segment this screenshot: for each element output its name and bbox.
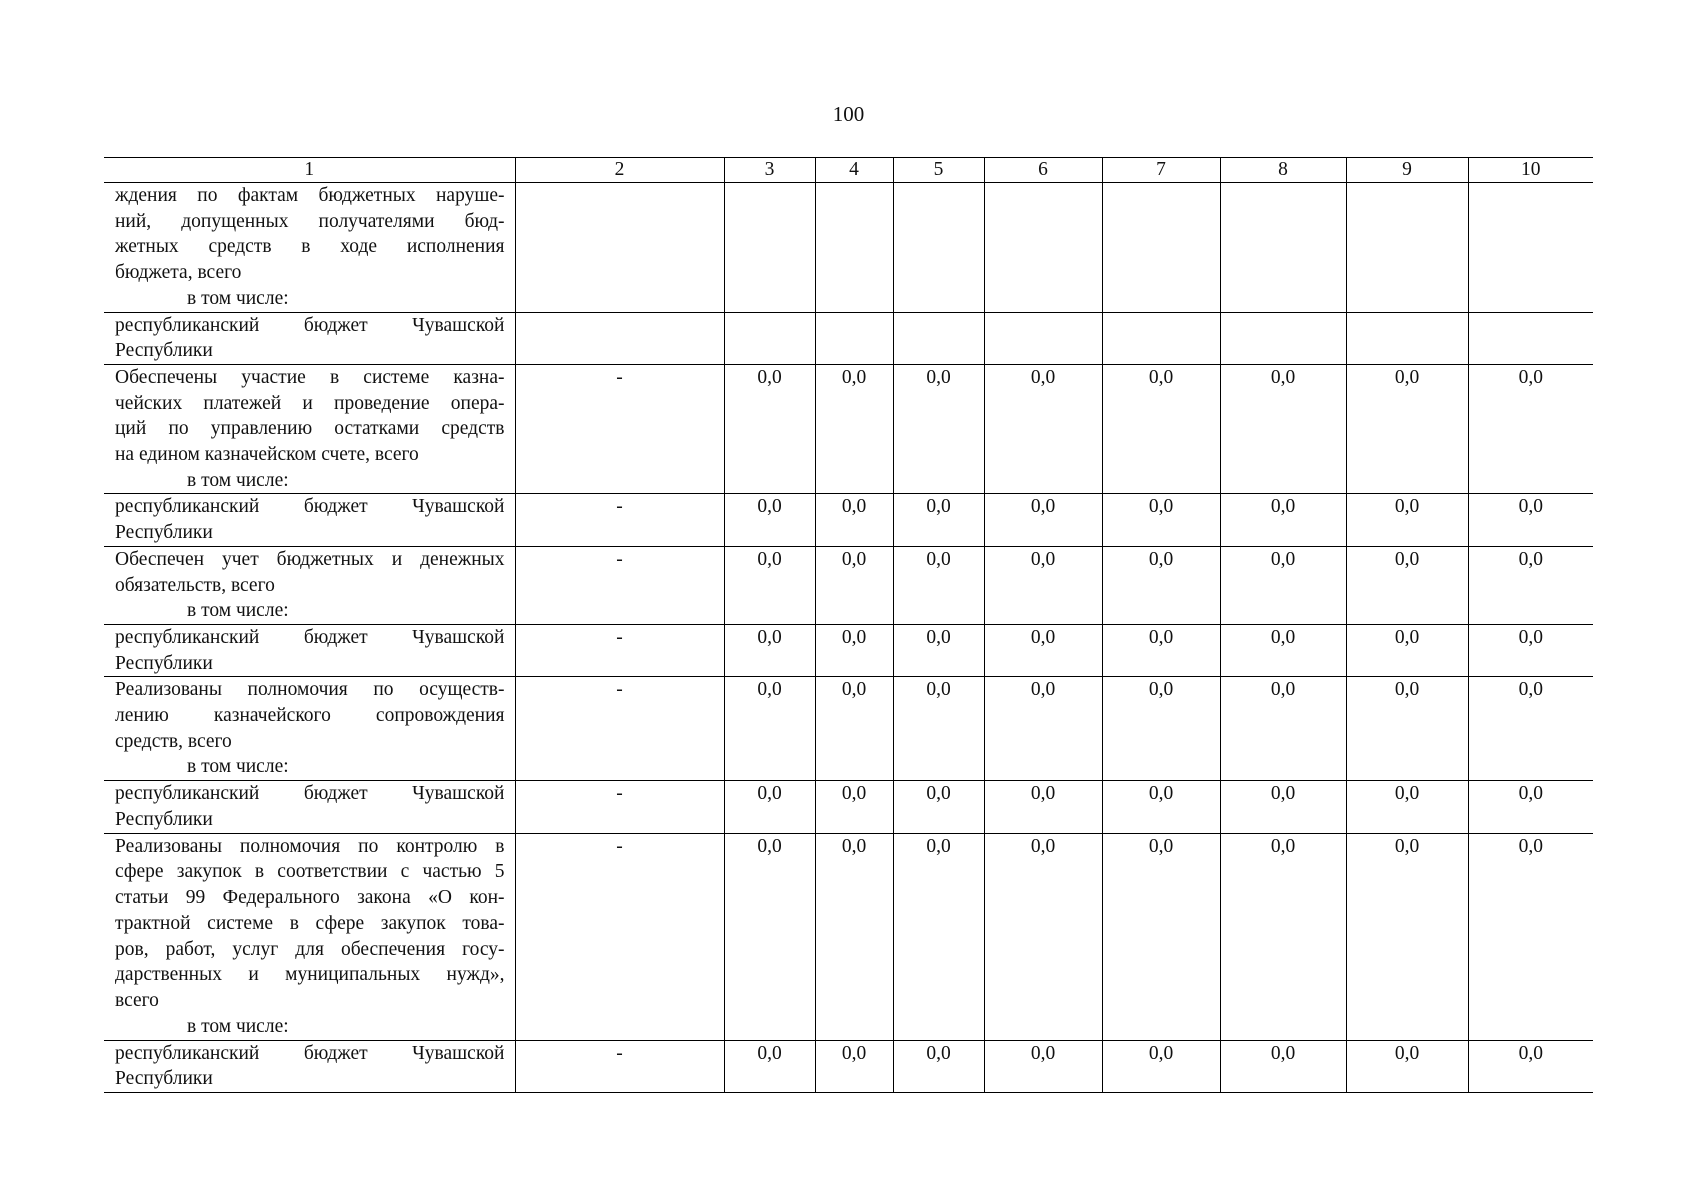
value-cell (515, 312, 724, 364)
column-header: 8 (1220, 158, 1346, 183)
description-line: Реализованы полномочия по контролю в (115, 835, 505, 857)
column-header: 1 (104, 158, 515, 183)
value-cell (984, 183, 1102, 313)
description-line: Реализованы полномочия по осуществ- (115, 679, 505, 701)
value-cell: 0,0 (724, 546, 815, 624)
column-header: 5 (893, 158, 984, 183)
value-cell: 0,0 (893, 1040, 984, 1092)
value-cell: - (515, 677, 724, 781)
table-row (104, 833, 1593, 1040)
description-line: Республики (115, 652, 213, 674)
description-line: лению казначейского сопровождения (115, 705, 505, 727)
description-line: дарственных и муниципальных нужд», (115, 964, 505, 986)
value-cell: 0,0 (724, 624, 815, 676)
value-cell: 0,0 (1468, 494, 1593, 546)
table-body (104, 158, 1593, 1093)
description-line: республиканский бюджет Чувашской (115, 626, 505, 648)
value-cell: 0,0 (815, 833, 893, 1040)
description-line: средств, всего (115, 730, 232, 752)
value-cell: 0,0 (893, 833, 984, 1040)
value-cell: - (515, 781, 724, 833)
value-cell: 0,0 (893, 781, 984, 833)
value-cell: 0,0 (893, 624, 984, 676)
value-cell: 0,0 (1346, 781, 1468, 833)
value-cell (1468, 312, 1593, 364)
column-header: 7 (1102, 158, 1220, 183)
description-line: Республики (115, 522, 213, 544)
value-cell: 0,0 (984, 624, 1102, 676)
value-cell: 0,0 (1468, 1040, 1593, 1092)
value-cell: 0,0 (893, 364, 984, 494)
column-header: 4 (815, 158, 893, 183)
column-header: 2 (515, 158, 724, 183)
value-cell (1346, 183, 1468, 313)
description-line: статьи 99 Федерального закона «О кон- (115, 887, 505, 909)
value-cell: 0,0 (1220, 364, 1346, 494)
value-cell: 0,0 (1346, 624, 1468, 676)
description-line: бюджета, всего (115, 262, 242, 284)
value-cell: 0,0 (893, 677, 984, 781)
value-cell: 0,0 (984, 833, 1102, 1040)
value-cell: 0,0 (1220, 833, 1346, 1040)
description-line: сфере закупок в соответствии с частью 5 (115, 861, 505, 883)
value-cell: 0,0 (815, 364, 893, 494)
value-cell: 0,0 (984, 364, 1102, 494)
description-line: ждения по фактам бюджетных наруше- (115, 185, 505, 206)
value-cell: 0,0 (724, 781, 815, 833)
value-cell: 0,0 (1220, 546, 1346, 624)
value-cell: 0,0 (1468, 364, 1593, 494)
value-cell: 0,0 (1220, 781, 1346, 833)
value-cell: 0,0 (724, 1040, 815, 1092)
value-cell: 0,0 (815, 494, 893, 546)
value-cell: 0,0 (984, 546, 1102, 624)
description-line: Республики (115, 809, 213, 831)
table-row (104, 494, 1593, 546)
value-cell: 0,0 (1102, 1040, 1220, 1092)
table-row (104, 546, 1593, 624)
description-line: республиканский бюджет Чувашской (115, 314, 505, 336)
table-row (104, 624, 1593, 676)
description-line: всего (115, 989, 159, 1011)
row-description (104, 624, 515, 676)
value-cell: 0,0 (1102, 781, 1220, 833)
description-line: жетных средств в ходе исполнения (115, 236, 505, 258)
description-line: Республики (115, 340, 213, 362)
description-line: Обеспечены участие в системе казна- (115, 366, 505, 388)
value-cell: 0,0 (815, 624, 893, 676)
value-cell: 0,0 (724, 494, 815, 546)
row-description (104, 1040, 515, 1092)
value-cell: 0,0 (724, 833, 815, 1040)
value-cell (1220, 312, 1346, 364)
column-header: 3 (724, 158, 815, 183)
row-description (104, 546, 515, 624)
value-cell: 0,0 (815, 1040, 893, 1092)
value-cell: 0,0 (1220, 677, 1346, 781)
value-cell: 0,0 (1220, 624, 1346, 676)
description-line: обязательств, всего (115, 574, 275, 596)
value-cell: 0,0 (984, 677, 1102, 781)
value-cell: - (515, 1040, 724, 1092)
sub-label: в том числе: (187, 469, 289, 491)
value-cell: 0,0 (1468, 833, 1593, 1040)
table-row (104, 781, 1593, 833)
column-header: 6 (984, 158, 1102, 183)
value-cell: - (515, 494, 724, 546)
value-cell: 0,0 (893, 546, 984, 624)
value-cell: 0,0 (1346, 494, 1468, 546)
column-header: 10 (1468, 158, 1593, 183)
row-description (104, 781, 515, 833)
value-cell: - (515, 546, 724, 624)
value-cell (984, 312, 1102, 364)
description-line: чейских платежей и проведение опера- (115, 392, 505, 414)
value-cell: - (515, 364, 724, 494)
value-cell: 0,0 (815, 546, 893, 624)
description-line: республиканский бюджет Чувашской (115, 1042, 505, 1064)
table-row (104, 364, 1593, 494)
table-row (104, 183, 1593, 313)
row-description (104, 677, 515, 781)
budget-table (104, 157, 1593, 1093)
value-cell (1346, 312, 1468, 364)
description-line: республиканский бюджет Чувашской (115, 496, 505, 518)
value-cell: 0,0 (1102, 364, 1220, 494)
value-cell: 0,0 (1346, 364, 1468, 494)
value-cell: 0,0 (815, 781, 893, 833)
value-cell (893, 312, 984, 364)
value-cell: 0,0 (1102, 624, 1220, 676)
value-cell: 0,0 (724, 364, 815, 494)
value-cell (1102, 183, 1220, 313)
value-cell (1468, 183, 1593, 313)
table-row (104, 677, 1593, 781)
value-cell: 0,0 (1468, 677, 1593, 781)
column-header: 9 (1346, 158, 1468, 183)
value-cell: 0,0 (1346, 677, 1468, 781)
value-cell: 0,0 (1102, 833, 1220, 1040)
table-row (104, 312, 1593, 364)
row-description (104, 183, 515, 313)
value-cell (724, 312, 815, 364)
value-cell: 0,0 (1220, 1040, 1346, 1092)
value-cell: 0,0 (815, 677, 893, 781)
value-cell: 0,0 (893, 494, 984, 546)
value-cell: 0,0 (1102, 494, 1220, 546)
description-line: трактной системе в сфере закупок това- (115, 912, 505, 934)
value-cell: 0,0 (1468, 546, 1593, 624)
value-cell (1102, 312, 1220, 364)
row-description (104, 364, 515, 494)
value-cell: 0,0 (1346, 546, 1468, 624)
value-cell (1220, 183, 1346, 313)
value-cell: - (515, 833, 724, 1040)
row-description (104, 312, 515, 364)
description-line: Обеспечен учет бюджетных и денежных (115, 548, 505, 570)
description-line: республиканский бюджет Чувашской (115, 783, 505, 805)
row-description (104, 833, 515, 1040)
value-cell: - (515, 624, 724, 676)
table-header-row (104, 158, 1593, 183)
row-description (104, 494, 515, 546)
value-cell: 0,0 (1346, 833, 1468, 1040)
page-number: 100 (832, 102, 865, 126)
value-cell: 0,0 (984, 1040, 1102, 1092)
description-line: ров, работ, услуг для обеспечения госу- (115, 938, 505, 960)
value-cell: 0,0 (1468, 781, 1593, 833)
description-line: Республики (115, 1068, 213, 1090)
description-line: ций по управлению остатками средств (115, 418, 505, 440)
sub-label: в том числе: (187, 756, 289, 778)
sub-label: в том числе: (187, 1015, 289, 1037)
value-cell (815, 183, 893, 313)
value-cell (815, 312, 893, 364)
value-cell: 0,0 (1468, 624, 1593, 676)
sub-label: в том числе: (187, 600, 289, 622)
sub-label: в том числе: (187, 287, 289, 309)
value-cell (724, 183, 815, 313)
value-cell: 0,0 (724, 677, 815, 781)
description-line: ний, допущенных получателями бюд- (115, 210, 505, 232)
value-cell: 0,0 (984, 781, 1102, 833)
value-cell: 0,0 (1102, 546, 1220, 624)
table-row (104, 1040, 1593, 1092)
value-cell (893, 183, 984, 313)
value-cell: 0,0 (1346, 1040, 1468, 1092)
value-cell: 0,0 (1220, 494, 1346, 546)
description-line: на едином казначейском счете, всего (115, 444, 419, 466)
value-cell: 0,0 (984, 494, 1102, 546)
value-cell: 0,0 (1102, 677, 1220, 781)
value-cell (515, 183, 724, 313)
